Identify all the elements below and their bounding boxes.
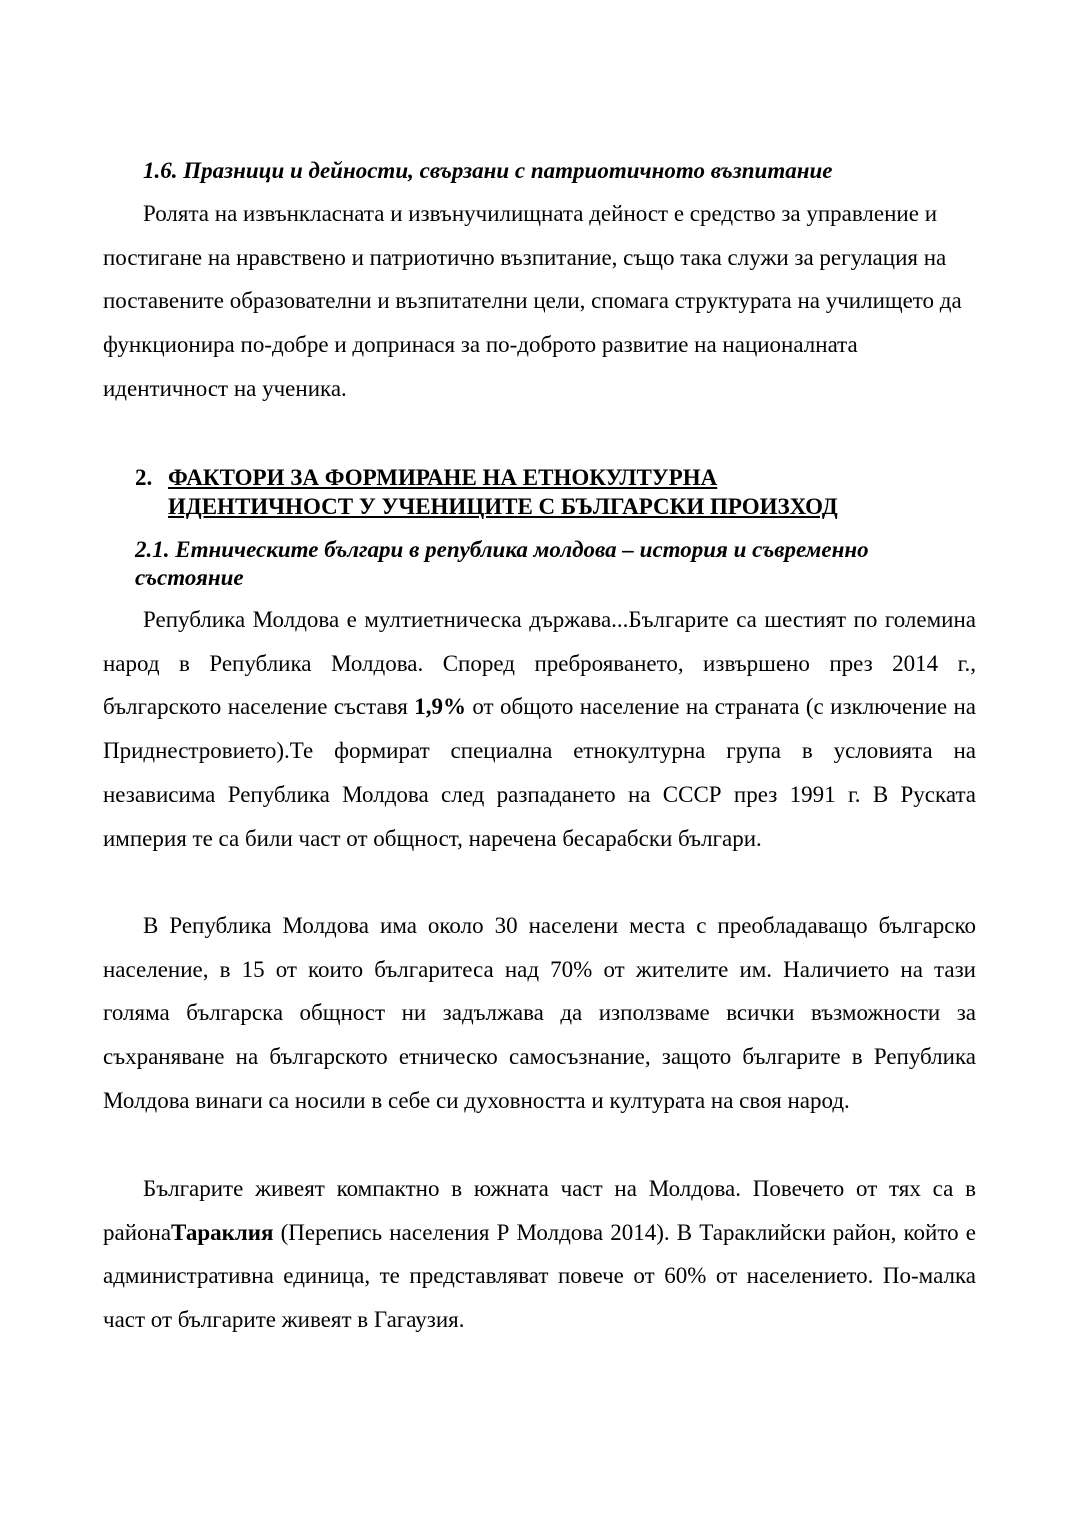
section-2-1-heading-line1: 2.1. Етническите българи в република молдова – история и съвременно — [135, 537, 869, 562]
section-2-1-paragraph-1 — [103, 598, 976, 860]
section-2-1-heading-line2: състояние — [135, 565, 244, 590]
section-2-title — [168, 463, 968, 521]
p3-text-part2: (Перепись населения Р Молдова 2014). В Тараклийски район, който е административна единица, те представляват повече от 60% от населението. По-малка част от българите живеят в Гагаузия. — [103, 1219, 976, 1333]
section-2-number: 2. — [135, 465, 153, 490]
p3-text-part1: Българите живеят компактно в южната част на Молдова. Повечето от тях са в района — [103, 1176, 976, 1245]
p1-bold-percentage: 1,9% — [414, 694, 466, 720]
section-2-title-line1: ФАКТОРИ ЗА ФОРМИРАНЕ НА ЕТНОКУЛТУРНА — [168, 465, 718, 490]
section-2-1-paragraph-3 — [103, 1167, 976, 1342]
section-2-title-line2: ИДЕНТИЧНОСТ У УЧЕНИЦИТЕ С БЪЛГАРСКИ ПРОИЗХОД — [168, 494, 838, 519]
section-1-6-heading: 1.6. Празници и дейности, свързани с патриотичното възпитание — [143, 158, 833, 183]
p1-text-part1: Република Молдова е мултиетническа държава...Българите са шестият по големина народ в Република Молдова. Според преброяването, извършено през 2014 г., българското население съставя — [103, 607, 976, 720]
section-1-6-paragraph: Ролята на извънкласната и извънучилищната дейност е средство за управление и постигане на нравствено и патриотично възпитание, също така служи за регулация на поставените образователни и възпитателни цели, спомага структурата на училището да функционира по-добре и допринася за по-доброто развитие на националната идентичност на ученика. — [103, 201, 962, 401]
section-2-1-heading — [135, 536, 995, 592]
p1-text-part2: от общото население на страната (с изключение на Приднестровието).Те формират специална етнокултурна група в условията на независима Република Молдова след разпадането на СССР през 1991 г. В Руската империя те са били част от общност, наречена бесарабски българи. — [103, 694, 977, 851]
p3-bold-taraklia: Тараклия — [171, 1219, 274, 1245]
section-2-1-paragraph-2: В Република Молдова има около 30 населени места с преобладаващо българско население, в 15 от които българитеса над 70% от жителите им. Наличието на тази голяма българска общност ни задължава да използваме всички възможности за съхраняване на българското етническо самосъзнание, защото българите в Република Молдова винаги са носили в себе си духовността и културата на своя народ. — [103, 913, 976, 1113]
